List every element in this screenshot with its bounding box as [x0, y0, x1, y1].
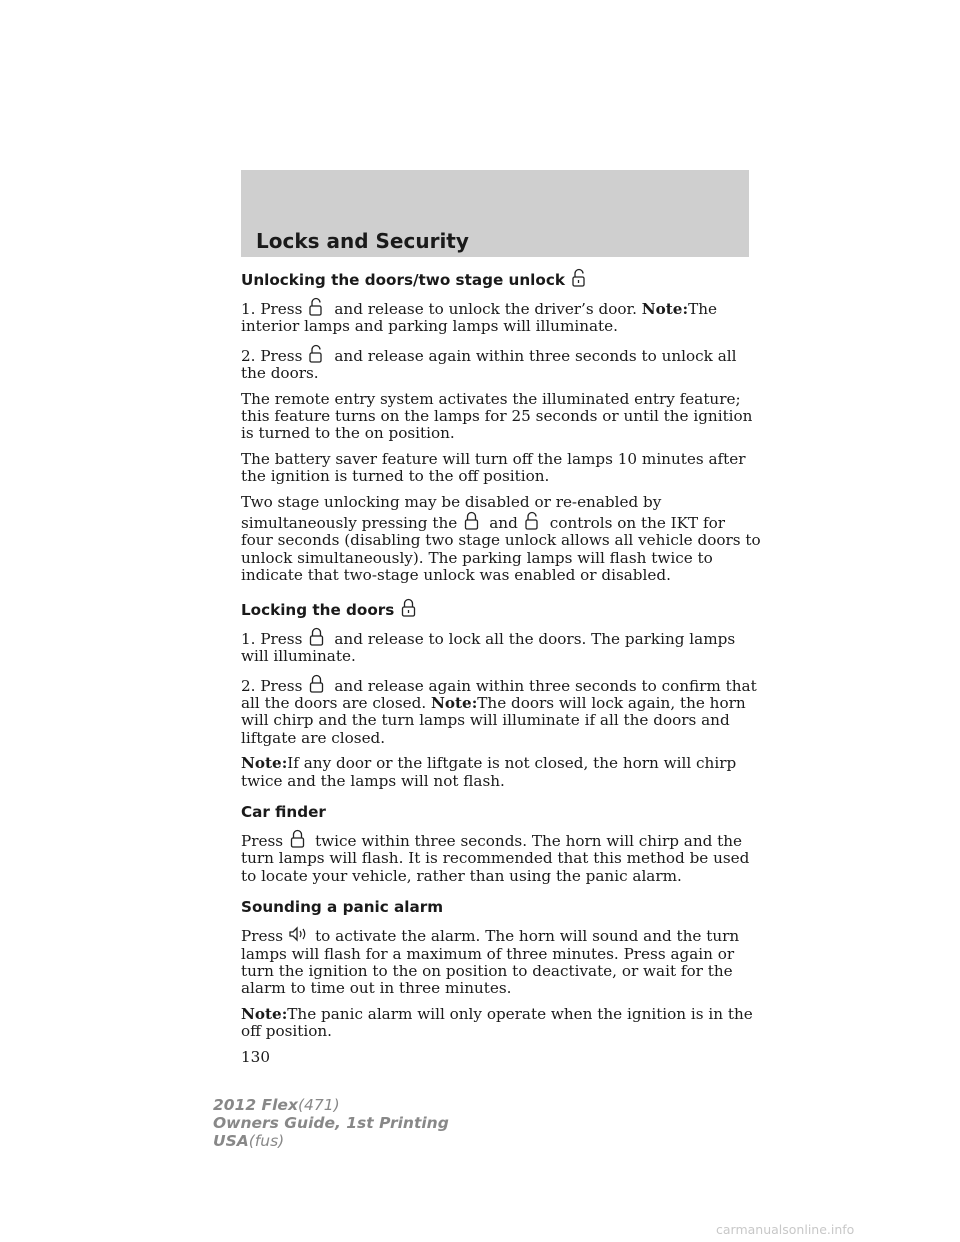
lock-icon	[306, 674, 328, 694]
paragraph-battery-saver: The battery saver feature will turn off the lamps 10 minutes after the ignition is turned to the off position.	[241, 449, 746, 486]
heading-unlocking: Unlocking the doors/two stage unlock	[241, 268, 761, 289]
lock-icon	[461, 511, 483, 531]
paragraph-lock-2: 2. Press and release again within three seconds to confirm that all the doors are closed. Note:The doors will lock again, the horn will chirp and the turn lamps will illuminate if all the doors and liftgate are closed.	[241, 674, 761, 748]
paragraph-unlock-1: 1. Press and release to unlock the driver’s door. Note:The interior lamps and parking lamps will illuminate.	[241, 297, 761, 336]
panic-alarm-icon	[287, 924, 309, 944]
paragraph-unlock-2: 2. Press and release again within three seconds to unlock all the doors.	[241, 344, 761, 383]
print-footer: 2012 Flex(471) Owners Guide, 1st Printing USA(fus)	[213, 1096, 449, 1150]
paragraph-lock-note: Note:If any door or the liftgate is not closed, the horn will chirp twice and the lamps will not flash.	[241, 754, 737, 790]
unlock-icon	[522, 511, 544, 531]
lock-icon	[306, 627, 328, 647]
page-content	[241, 268, 761, 1066]
heading-locking: Locking the doors	[241, 598, 761, 619]
heading-panic-alarm: Sounding a panic alarm	[241, 898, 444, 917]
lock-icon	[287, 829, 309, 849]
paragraph-illuminated-entry: The remote entry system activates the illuminated entry feature; this feature turns on the lamps for 25 seconds or until the ignition is turned to the on position.	[241, 389, 753, 443]
paragraph-lock-1: 1. Press and release to lock all the doors. The parking lamps will illuminate.	[241, 627, 761, 666]
paragraph-car-finder: Press twice within three seconds. The horn will chirp and the turn lamps will flash. It is recommended that this method be used to locate your vehicle, rather than using the panic alarm.	[241, 829, 761, 885]
lock-icon	[398, 598, 420, 618]
page-number: 130	[241, 1047, 270, 1066]
heading-car-finder: Car finder	[241, 802, 326, 821]
paragraph-two-stage: Two stage unlocking may be disabled or re-enabled by simultaneously pressing the and controls on the IKT for four seconds (disabling two stage unlock allows all vehicle doors to unlock simultaneously). The parking lamps will flash twice to indicate that two-stage unlock was enabled or disabled.	[241, 492, 761, 585]
section-title: Locks and Security	[256, 229, 469, 253]
watermark: carmanualsonline.info	[716, 1222, 855, 1237]
unlock-icon	[306, 344, 328, 364]
paragraph-panic-alarm: Press to activate the alarm. The horn will sound and the turn lamps will flash for a maximum of three minutes. Press again or turn the ignition to the on position to deactivate, or wait for the alarm to time out in three minutes.	[241, 924, 761, 998]
paragraph-panic-note: Note:The panic alarm will only operate when the ignition is in the off position.	[241, 1004, 753, 1041]
unlock-icon	[306, 297, 328, 317]
unlock-icon	[569, 268, 591, 288]
